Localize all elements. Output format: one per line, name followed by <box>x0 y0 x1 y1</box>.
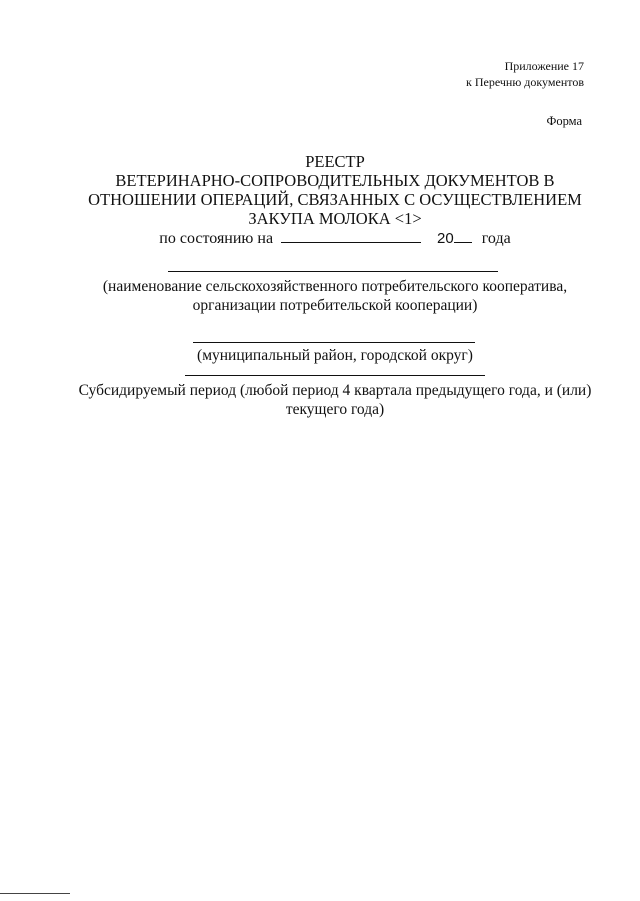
period-blank[interactable] <box>185 375 485 376</box>
district-blank[interactable] <box>193 342 475 343</box>
title-line-1: РЕЕСТР <box>305 152 365 171</box>
title-line-3: ОТНОШЕНИИ ОПЕРАЦИЙ, СВЯЗАННЫХ С ОСУЩЕСТВЛЕНИЕМ <box>88 190 582 209</box>
footnote-separator <box>0 893 70 894</box>
annex-reference <box>466 58 584 90</box>
cooperative-caption <box>60 277 610 315</box>
cooperative-name-blank[interactable] <box>168 271 498 272</box>
title-line-4: ЗАКУПА МОЛОКА <1> <box>248 209 422 228</box>
year-prefix: 20 <box>437 230 454 247</box>
cooperative-caption-line-2: организации потребительской кооперации) <box>192 297 478 314</box>
year-blank[interactable] <box>454 228 472 243</box>
annex-number: Приложение 17 <box>504 59 584 73</box>
cooperative-caption-line-1: (наименование сельскохозяйственного потребительского кооператива, <box>102 278 568 295</box>
period-caption-line-2: текущего года) <box>285 401 385 418</box>
title-line-2: ВЕТЕРИНАРНО-СОПРОВОДИТЕЛЬНЫХ ДОКУМЕНТОВ В <box>115 171 555 190</box>
document-title <box>60 152 610 228</box>
district-caption: (муниципальный район, городской округ) <box>197 347 473 364</box>
period-caption-line-1: Субсидируемый период (любой период 4 квартала предыдущего года, и (или) <box>78 382 592 399</box>
form-label: Форма <box>546 114 582 128</box>
date-blank[interactable] <box>281 228 421 243</box>
annex-document-list: к Перечню документов <box>466 75 584 89</box>
as-of-date-line <box>60 228 610 248</box>
date-suffix: года <box>481 230 511 247</box>
period-caption <box>60 381 610 419</box>
date-prefix: по состоянию на <box>159 230 274 247</box>
